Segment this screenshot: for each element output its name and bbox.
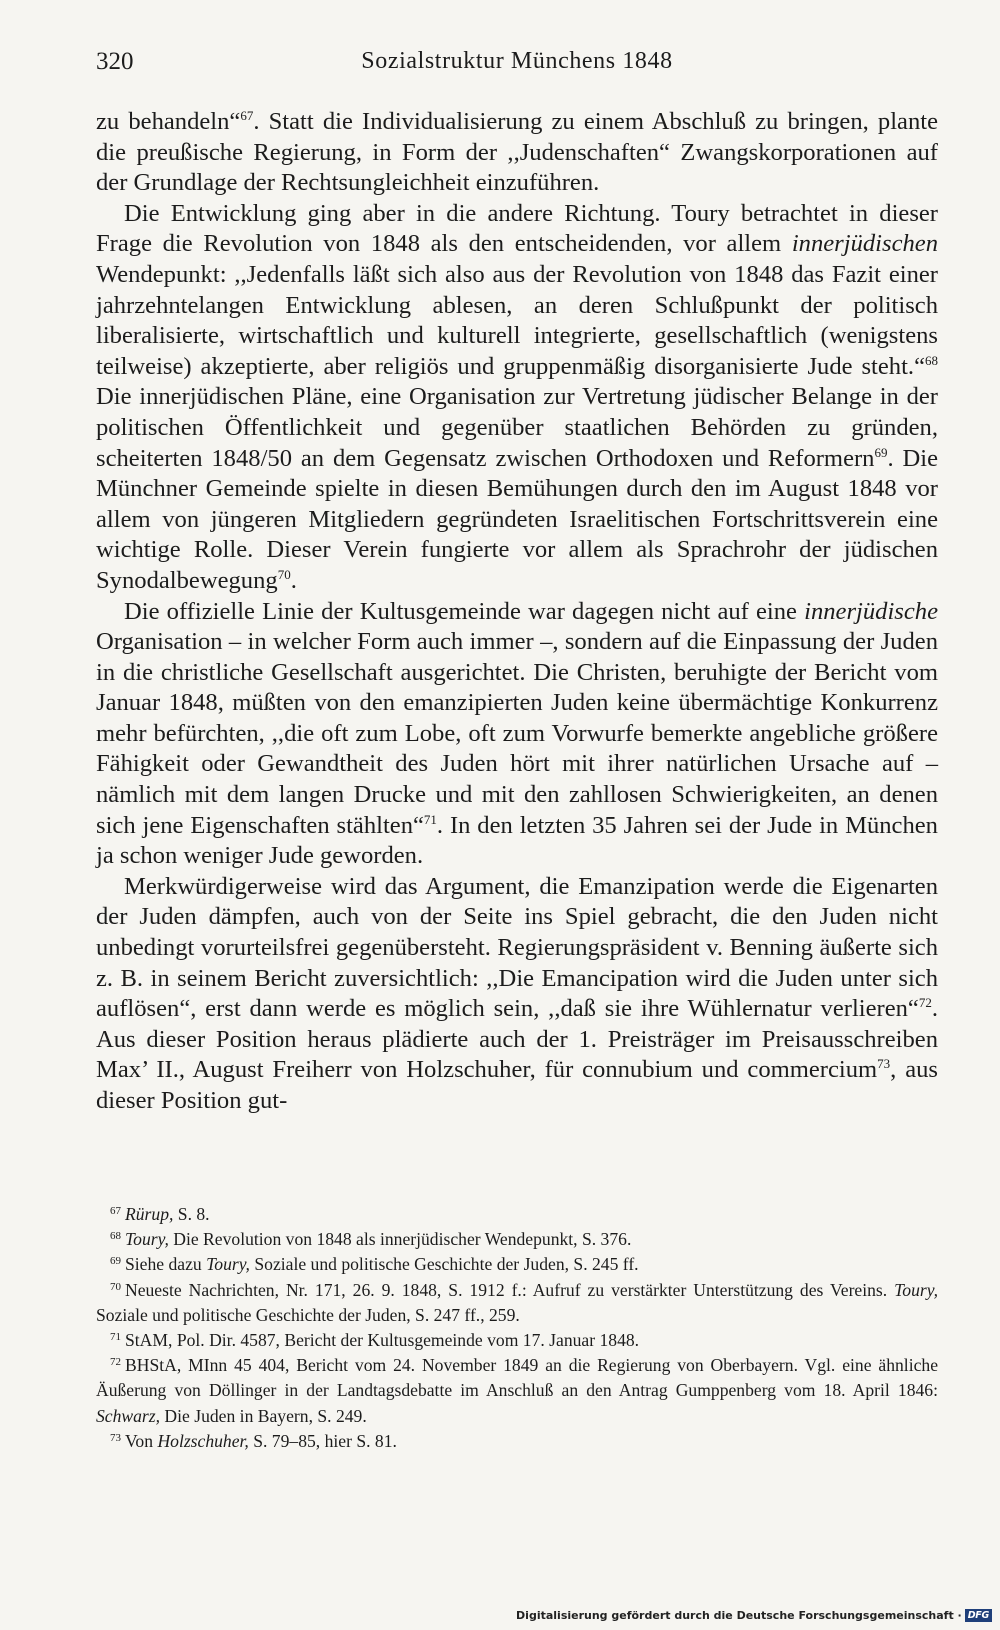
footnote-ref: 69 (874, 444, 888, 460)
footnote-73 (96, 1429, 938, 1454)
text-run: Die Revolution von 1848 als innerjüdischer Wendepunkt, S. 376. (168, 1229, 632, 1250)
text-run: . In den letzten 35 Jahren sei der Jude in München ja schon weniger Jude geworden. (96, 811, 938, 870)
text-run: . Die Münchner Gemeinde spielte in diesen Bemühungen durch den im August 1848 vor allem von jüngeren Mitgliedern gegründeten Israelitischen Fortschrittsverein eine wichtige Rolle. Dieser Verein fungierte vor allem als Sprachrohr der jüdischen Synodalbewegung (96, 444, 938, 594)
footnote-ref: 68 (925, 352, 938, 368)
text-run: . Statt die Individualisierung zu einem Abschluß zu bringen, plante die preußische Regierung, in Form der ,,Judenschaften“ Zwangskorporationen auf der Grundlage der Rechtsungleichheit einzuführen. (96, 108, 938, 197)
text-run: Neueste Nachrichten, Nr. 171, 26. 9. 1848, S. 1912 f.: Aufruf zu verstärkter Unterstützung des Vereins. (125, 1279, 895, 1300)
footnote-number: 67 (110, 1205, 121, 1217)
text-run: Die offizielle Linie der Kultusgemeinde war dagegen nicht auf eine (124, 597, 805, 625)
page-header (96, 48, 938, 84)
italic-run: Toury, (894, 1279, 938, 1300)
text-run: Die innerjüdischen Pläne, eine Organisation zur Vertretung jüdischer Belange in der politischen Öffentlichkeit und gegenüber staatlichen Behörden zu gründen, scheiterten 1848/50 an dem Gegensatz zwischen Orthodoxen und Reformern (96, 383, 938, 472)
footnote-number: 72 (110, 1356, 121, 1369)
footnote-71 (96, 1328, 938, 1353)
text-run: Organisation – in welcher Form auch immer –, sondern auf die Einpassung der Juden in die christliche Gesellschaft ausgerichtet. Die Christen, beruhigte der Bericht vom Januar 1848, müßten von den emanzipierten Juden keine übermächtige Konkurrenz mehr befürchten, ,,die oft zum Lobe, oft zum Vorwurfe bemerkte angebliche größere Fähigkeit oder Gewandtheit des Juden hört mit ihrer natürlichen Ursache auf – nämlich mit dem langen Drucke und mit den zahllosen Schwierigkeiten, an denen sich jene Eigenschaften stählten“ (96, 628, 938, 839)
footnote-number: 73 (110, 1431, 121, 1444)
footnotes (96, 1202, 938, 1454)
text-run: Die Juden in Bayern, S. 249. (160, 1405, 367, 1426)
paragraph (96, 872, 938, 1117)
paragraph (96, 199, 938, 597)
text-run: . Aus dieser Position heraus plädierte auch der 1. Preisträger im Preisausschreiben Max’ II., August Freiherr von Holzschuher, für connubium und commercium (96, 995, 938, 1084)
footnote-ref: 67 (240, 108, 254, 123)
paragraph (96, 597, 938, 872)
italic-run: innerjüdischen (791, 230, 938, 258)
credit-text: Digitalisierung gefördert durch die Deutsche Forschungsgemeinschaft · (516, 1608, 962, 1622)
footnote-70 (96, 1278, 938, 1328)
text-run: Siehe dazu (125, 1254, 207, 1275)
text-run: , aus dieser Position gut- (96, 1056, 938, 1114)
footnote-number: 69 (110, 1255, 121, 1268)
italic-run: Holzschuher, (157, 1430, 249, 1451)
italic-run: Schwarz, (96, 1405, 161, 1426)
footnote-72 (96, 1353, 938, 1429)
text-run: Die Entwicklung ging aber in die andere Richtung. Toury betrachtet in dieser Frage die Revolution von 1848 als den entscheidenden, vor allem (96, 199, 938, 258)
footnote-number: 68 (110, 1230, 121, 1243)
text-run: Von (125, 1430, 158, 1451)
footnote-ref: 71 (423, 811, 437, 827)
text-run: StAM, Pol. Dir. 4587, Bericht der Kultusgemeinde vom 17. Januar 1848. (125, 1330, 640, 1351)
footnote-ref: 73 (877, 1056, 891, 1072)
footnote-69 (96, 1252, 938, 1277)
text-run: S. 79–85, hier S. 81. (248, 1430, 397, 1451)
dfg-logo: DFG (965, 1609, 992, 1622)
text-run: . (290, 566, 297, 594)
italic-run: Toury, (125, 1229, 169, 1250)
footnote-ref: 72 (918, 995, 932, 1011)
text-run: S. 8. (173, 1204, 210, 1224)
text-run: Soziale und politische Geschichte der Juden, S. 245 ff. (249, 1254, 639, 1275)
page-number: 320 (96, 48, 134, 75)
footnote-68 (96, 1227, 938, 1252)
italic-run: Toury, (206, 1254, 250, 1275)
text-run: zu behandeln“ (96, 108, 241, 135)
text-run: Merkwürdigerweise wird das Argument, die Emanzipation werde die Eigenarten der Juden dämpfen, auch von der Seite ins Spiel gebracht, die den Juden nicht unbedingt vorurteilsfrei gegenübersteht. Regierungspräsident v. Benning äußerte sich z. B. in seinem Bericht zuversichtlich: ,,Die Emancipation wird die Juden unter sich auflösen“, erst dann werde es möglich sein, ,,daß sie ihre Wühlernatur verlieren“ (96, 872, 938, 1023)
italic-run: Rürup, (125, 1204, 174, 1224)
footnote-67 (96, 1202, 938, 1227)
footnote-number: 71 (110, 1331, 121, 1344)
footnote-number: 70 (110, 1280, 121, 1293)
running-title: Sozialstruktur Münchens 1848 (361, 48, 673, 74)
digitization-credit (516, 1606, 992, 1624)
paragraph (96, 107, 938, 199)
text-run: BHStA, MInn 45 404, Bericht vom 24. November 1849 an die Regierung von Oberbayern. Vgl. eine ähnliche Äußerung von Döllinger in der Landtagsdebatte im Anschluß an den Antrag Gumppenberg vom 18. April 1846: (96, 1355, 938, 1401)
footnote-ref: 70 (277, 566, 291, 582)
italic-run: innerjüdische (804, 597, 938, 625)
text-run: Soziale und politische Geschichte der Juden, S. 247 ff., 259. (96, 1304, 520, 1325)
main-text (96, 107, 938, 1117)
text-run: Wendepunkt: ,,Jedenfalls läßt sich also aus der Revolution von 1848 das Fazit einer jahrzehntelangen Entwicklung ablesen, an deren Schlußpunkt der politisch liberalisierte, wirtschaftlich und kulturell integrierte, gesellschaftlich (wenigstens teilweise) akzeptierte, aber religiös und gruppenmäßig disorganisierte Jude steht.“ (96, 260, 938, 380)
